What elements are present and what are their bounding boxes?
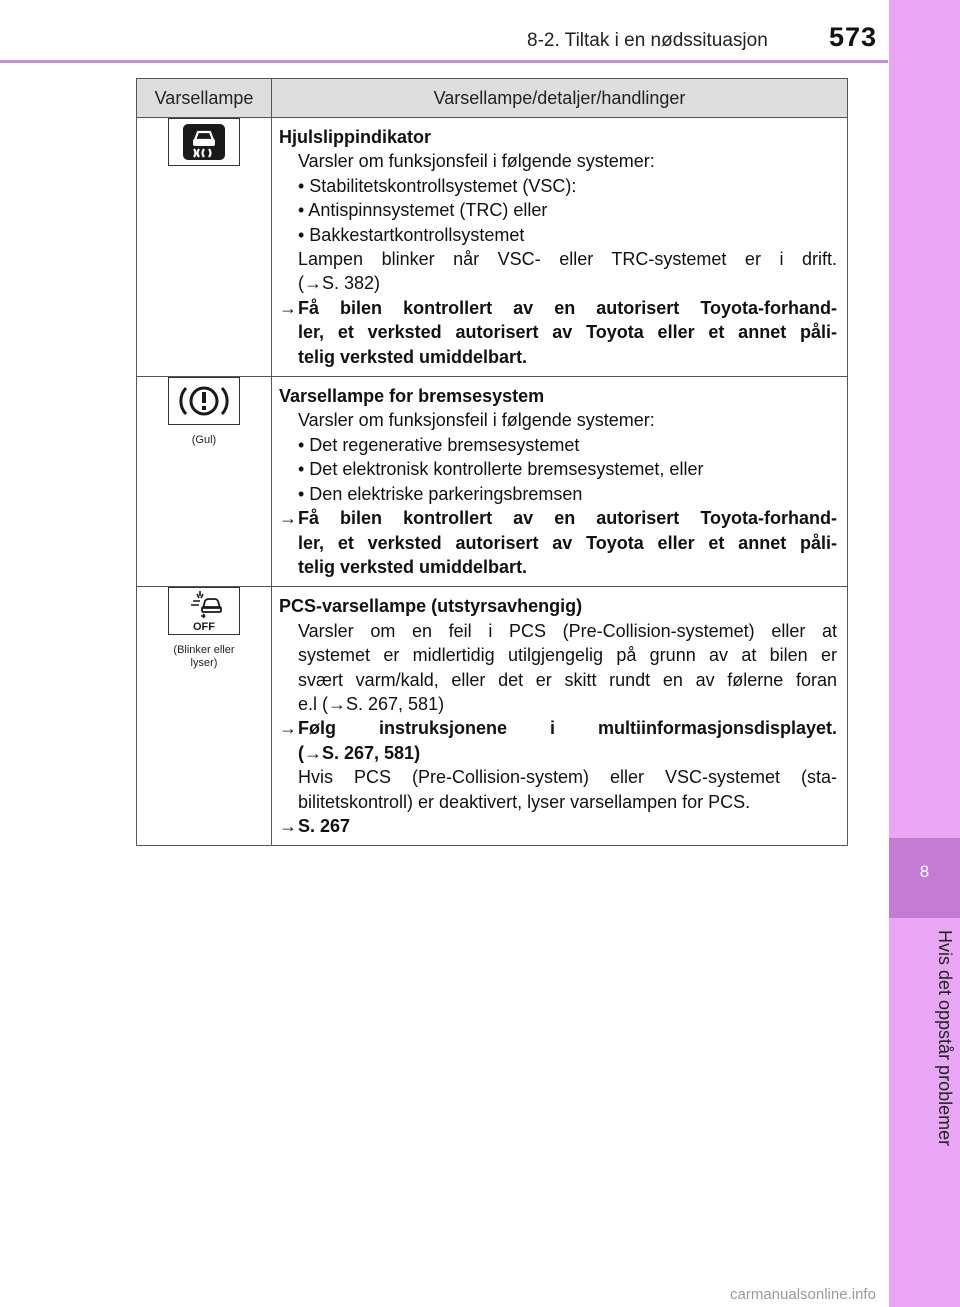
action-text bbox=[279, 506, 837, 579]
pcs-off-icon bbox=[168, 587, 240, 635]
chapter-tab[interactable] bbox=[889, 838, 960, 918]
list-item: • Bakkestartkontrollsystemet bbox=[298, 224, 525, 245]
pcs-off-label: OFF bbox=[193, 621, 215, 634]
note-text: Lampen blinker når VSC- eller TRC-systemet er i drift. bbox=[298, 249, 837, 270]
header-rule bbox=[0, 60, 888, 63]
page-number: 573 bbox=[829, 22, 878, 52]
brake-warning-icon bbox=[168, 377, 240, 425]
list-item: • Stabilitetskontrollsystemet (VSC): bbox=[298, 175, 577, 196]
watermark: carmanualsonline.info bbox=[730, 1286, 876, 1303]
slip-indicator-icon bbox=[168, 118, 240, 166]
action-line: Få bilen kontrollert av en autorisert Toyota-forhand- bbox=[298, 508, 837, 529]
table-row bbox=[137, 377, 848, 587]
table-row bbox=[137, 587, 848, 846]
chapter-number: 8 bbox=[919, 862, 930, 881]
page-reference-link[interactable]: (→S. 382) bbox=[298, 273, 381, 294]
caption-line: (Blinker eller bbox=[173, 644, 235, 657]
action-text bbox=[279, 716, 837, 765]
light-title: PCS-varsellampe (utstyrsavhengig) bbox=[279, 596, 583, 617]
intro-text: Varsler om funksjonsfeil i følgende systemer: bbox=[298, 410, 655, 431]
arrow-icon: → bbox=[279, 718, 297, 739]
list-item: • Det elektronisk kontrollerte bremsesystemet, eller bbox=[298, 459, 704, 480]
table-row bbox=[137, 118, 848, 377]
action-line: telig verksted umiddelbart. bbox=[298, 346, 528, 367]
table-header-row bbox=[137, 79, 848, 118]
light-title: Varsellampe for bremsesystem bbox=[279, 386, 545, 407]
warning-light-table bbox=[136, 78, 848, 846]
arrow-icon: → bbox=[279, 297, 297, 318]
arrow-icon: → bbox=[279, 508, 297, 529]
icon-cell bbox=[137, 377, 272, 587]
page-reference-link[interactable]: e.l (→S. 267, 581) bbox=[298, 693, 445, 714]
final-reference bbox=[279, 814, 837, 838]
action-line: ler, et verksted autorisert av Toyota eller et annet påli- bbox=[298, 532, 837, 553]
intro-text: Varsler om funksjonsfeil i følgende systemer: bbox=[298, 151, 655, 172]
list-item: • Den elektriske parkeringsbremsen bbox=[298, 483, 583, 504]
column-header-light: Varsellampe bbox=[137, 79, 272, 118]
icon-caption bbox=[137, 644, 271, 670]
icon-caption: (Gul) bbox=[191, 434, 217, 447]
chapter-title: Hvis det oppstår problemer bbox=[935, 930, 955, 1147]
caption-line: lyser) bbox=[190, 657, 218, 670]
column-header-details: Varsellampe/detaljer/handlinger bbox=[272, 79, 848, 118]
extra-line: bilitetskontroll) er deaktivert, lyser varsellampen for PCS. bbox=[298, 791, 751, 812]
action-text bbox=[279, 296, 837, 369]
icon-cell bbox=[137, 118, 272, 377]
description-cell bbox=[272, 587, 848, 846]
description-cell bbox=[272, 118, 848, 377]
body-line: systemet er midlertidig utilgjengelig på grunn av at bilen er bbox=[298, 645, 837, 666]
body-line: Varsler om en feil i PCS (Pre-Collision-systemet) eller at bbox=[298, 620, 837, 641]
action-line: ler, et verksted autorisert av Toyota eller et annet påli- bbox=[298, 322, 837, 343]
action-line: (→S. 267, 581) bbox=[298, 742, 421, 763]
body-line: svært varm/kald, eller det er skitt rundt en av følerne foran bbox=[298, 669, 837, 690]
description-cell bbox=[272, 377, 848, 587]
icon-cell bbox=[137, 587, 272, 846]
light-title: Hjulslippindikator bbox=[279, 127, 432, 147]
list-item: • Det regenerative bremsesystemet bbox=[298, 434, 580, 455]
list-item: • Antispinnsystemet (TRC) eller bbox=[298, 200, 548, 221]
page-reference-link[interactable]: S. 267 bbox=[298, 815, 351, 836]
arrow-icon: → bbox=[279, 815, 297, 836]
extra-line: Hvis PCS (Pre-Collision-system) eller VSC-systemet (sta- bbox=[298, 767, 837, 788]
section-title: 8-2. Tiltak i en nødssituasjon bbox=[527, 30, 768, 51]
action-line: Få bilen kontrollert av en autorisert Toyota-forhand- bbox=[298, 297, 837, 318]
action-line: Følg instruksjonene i multiinformasjonsdisplayet. bbox=[298, 718, 837, 739]
action-line: telig verksted umiddelbart. bbox=[298, 556, 528, 577]
